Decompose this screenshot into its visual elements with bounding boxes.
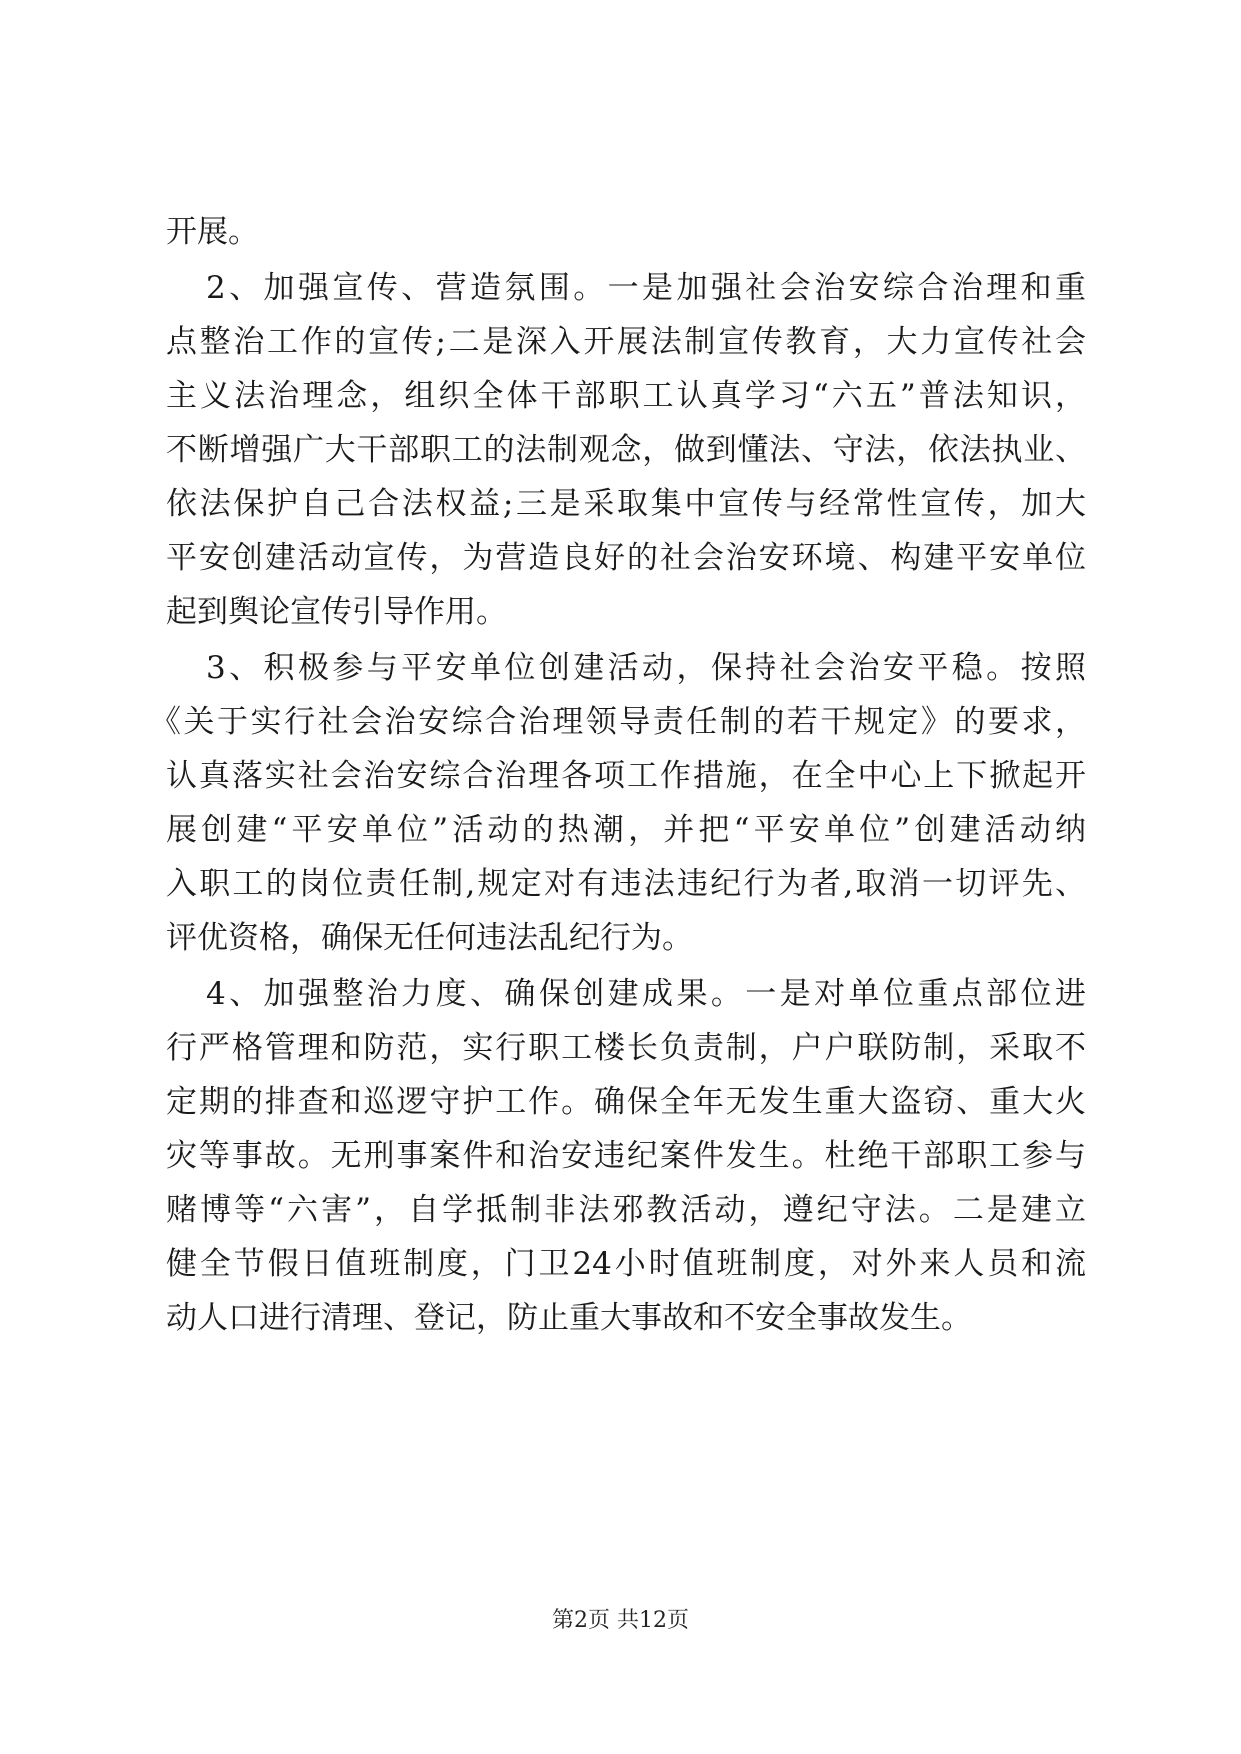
paragraph-3-line: 3、积极参与平安单位创建活动，保持社会治安平稳。按照 (206, 650, 1086, 686)
text-line: 起到舆论宣传引导作用。 (166, 594, 507, 630)
text-line: 认真落实社会治安综合治理各项工作措施，在全中心上下掀起开 (166, 758, 1086, 794)
text-line: 灾等事故。无刑事案件和治安违纪案件发生。杜绝干部职工参与 (166, 1138, 1086, 1174)
text-line: 定期的排查和巡逻守护工作。确保全年无发生重大盗窃、重大火 (166, 1084, 1086, 1120)
text-line: 《关于实行社会治安综合治理领导责任制的若干规定》的要求， (150, 704, 1086, 740)
paragraph-2-line: 2、加强宣传、营造氛围。一是加强社会治安综合治理和重 (206, 270, 1086, 306)
text-line: 平安创建活动宣传，为营造良好的社会治安环境、构建平安单位 (166, 540, 1086, 576)
text-line: 入职工的岗位责任制,规定对有违法违纪行为者,取消一切评先、 (166, 866, 1086, 902)
page-number-footer: 第2页 共12页 (552, 1608, 689, 1633)
text-line: 动人口进行清理、登记，防止重大事故和不安全事故发生。 (166, 1300, 972, 1336)
text-line: 展创建“平安单位”活动的热潮，并把“平安单位”创建活动纳 (166, 812, 1086, 848)
text-line: 依法保护自己合法权益;三是采取集中宣传与经常性宣传，加大 (166, 486, 1086, 522)
text-line: 评优资格，确保无任何违法乱纪行为。 (166, 920, 693, 956)
paragraph-4-line: 4、加强整治力度、确保创建成果。一是对单位重点部位进 (206, 976, 1086, 1012)
text-line: 主义法治理念，组织全体干部职工认真学习“六五”普法知识， (166, 378, 1086, 414)
text-line: 开展。 (166, 214, 259, 250)
text-line: 点整治工作的宣传;二是深入开展法制宣传教育，大力宣传社会 (166, 324, 1086, 360)
text-line: 不断增强广大干部职工的法制观念，做到懂法、守法，依法执业、 (166, 432, 1086, 468)
text-line: 赌博等“六害”，自学抵制非法邪教活动，遵纪守法。二是建立 (166, 1192, 1086, 1228)
text-line: 行严格管理和防范，实行职工楼长负责制，户户联防制，采取不 (166, 1030, 1086, 1066)
text-line: 健全节假日值班制度，门卫24小时值班制度，对外来人员和流 (166, 1246, 1086, 1282)
